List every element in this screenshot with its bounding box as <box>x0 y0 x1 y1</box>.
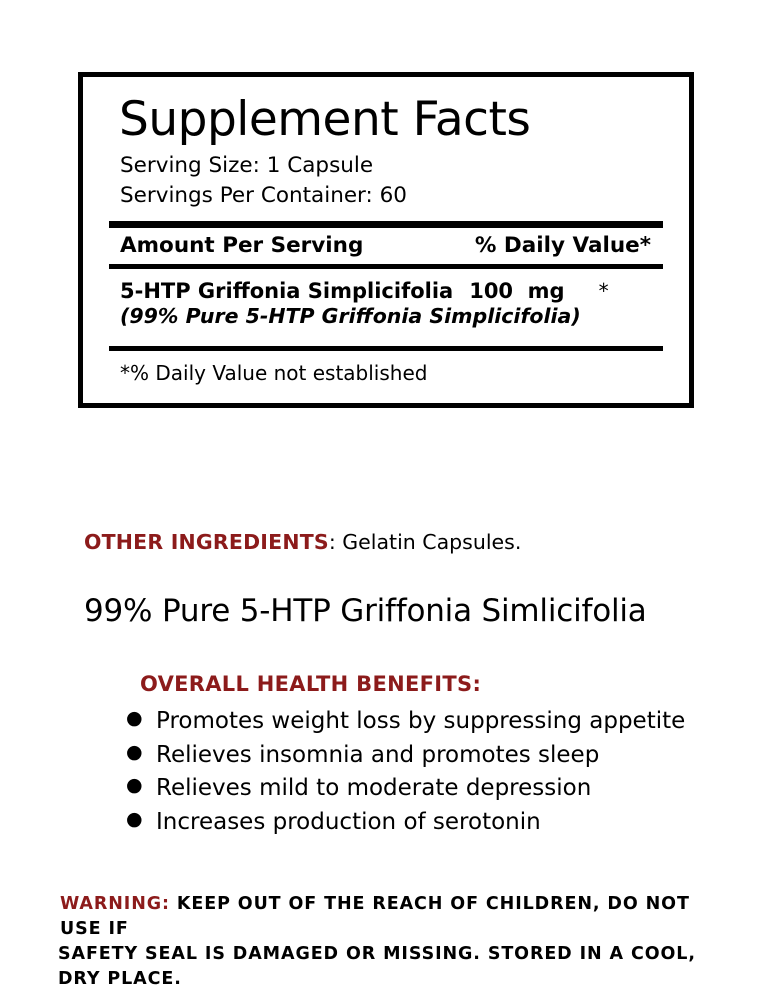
other-ingredients-value: : Gelatin Capsules. <box>328 530 522 554</box>
bullet-icon: ● <box>126 707 143 729</box>
product-headline: 99% Pure 5-HTP Griffonia Simlicifolia <box>84 593 647 629</box>
bullet-icon: ● <box>126 807 143 830</box>
warning-line-2: SAFETY SEAL IS DAMAGED OR MISSING. STORED IN A COOL, DRY PLACE. <box>58 943 696 989</box>
benefit-text: Increases production of serotonin <box>156 808 541 835</box>
benefit-text: Promotes weight loss by suppressing appetite <box>156 708 686 734</box>
list-item <box>126 772 685 806</box>
servings-per-container: Servings Per Container: 60 <box>120 183 407 209</box>
panel-spacer <box>109 328 663 346</box>
bullet-icon: ● <box>126 774 143 797</box>
other-ingredients-label: OTHER INGREDIENTS <box>84 530 329 554</box>
serving-size: Serving Size: 1 Capsule <box>120 152 374 178</box>
amount-per-serving-label: Amount Per Serving <box>120 232 364 258</box>
warning-label: WARNING: <box>60 894 170 914</box>
benefit-text: Relieves insomnia and promotes sleep <box>156 741 600 768</box>
warning-line-1: KEEP OUT OF THE REACH OF CHILDREN, DO NOT USE IF <box>60 894 690 939</box>
daily-value-label: % Daily Value* <box>474 232 651 258</box>
ingredient-name: 5-HTP Griffonia Simplicifolia <box>120 278 454 303</box>
list-item <box>126 806 685 840</box>
list-item <box>126 705 686 739</box>
ingredient-daily-value: * <box>598 278 609 303</box>
benefit-text: Relieves mild to moderate depression <box>156 775 592 802</box>
supplement-facts-panel <box>78 72 694 408</box>
bullet-icon: ● <box>126 740 143 763</box>
benefits-title: OVERALL HEALTH BENEFITS: <box>140 672 482 696</box>
divider-thick-top <box>109 221 663 228</box>
daily-value-footnote: *% Daily Value not established <box>120 360 428 385</box>
ingredient-amount: 100 mg <box>469 278 565 303</box>
benefits-list <box>118 705 685 839</box>
supplement-facts-title: Supplement Facts <box>119 92 531 147</box>
ingredient-subtext: (99% Pure 5-HTP Griffonia Simplicifolia) <box>120 303 581 328</box>
ingredient-row <box>109 269 663 303</box>
other-ingredients <box>84 530 521 554</box>
amount-per-serving-header <box>109 228 663 264</box>
list-item <box>126 739 685 773</box>
warning-block <box>58 892 718 991</box>
